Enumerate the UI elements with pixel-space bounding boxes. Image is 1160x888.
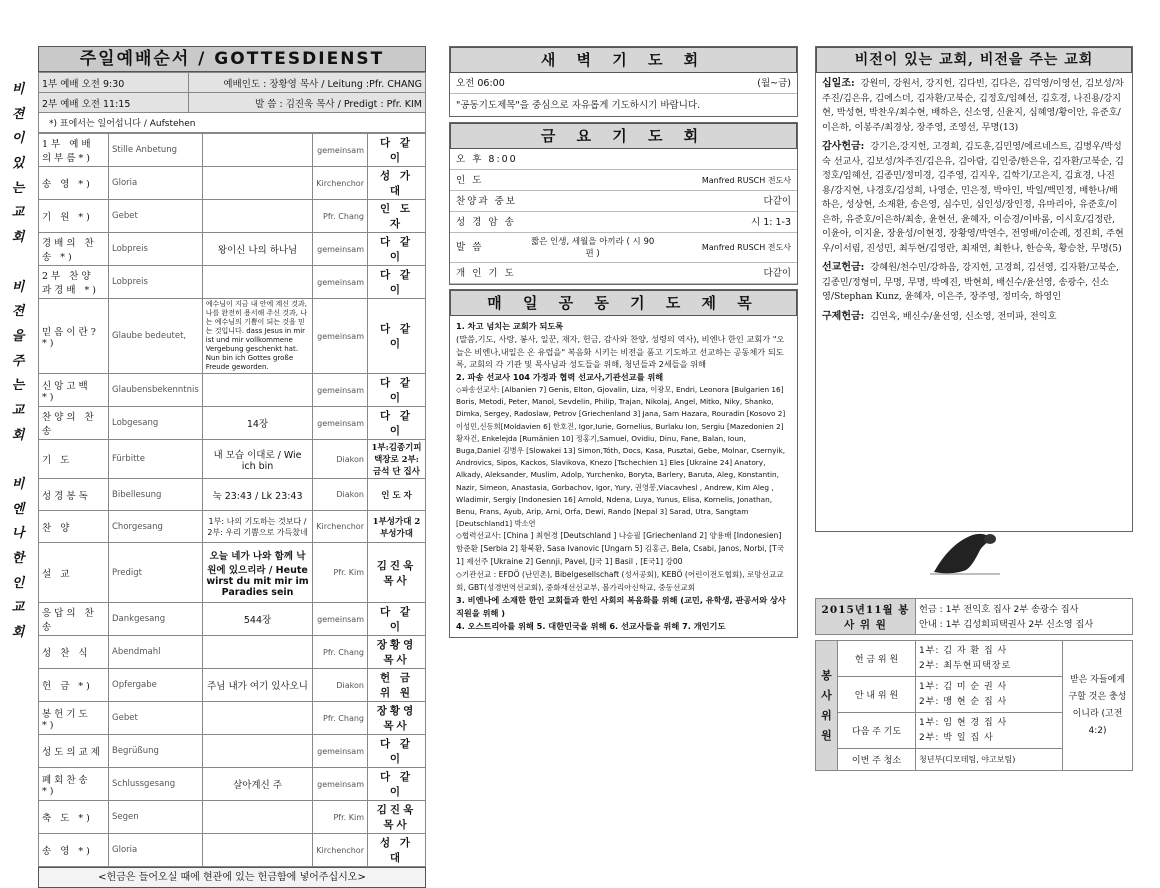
prayer-item: 2. 파송 선교사 104 가정과 협력 선교사,기관선교를 위해 <box>456 372 664 383</box>
motto-char: 을 <box>11 328 25 344</box>
offering-duty: 헌금 : 1부 전익호 집사 2부 송광수 집사 <box>919 603 1079 615</box>
motto-char: 있 <box>11 156 25 172</box>
service-item-name: 폐회찬송*) <box>39 768 109 801</box>
service-item-content <box>202 702 313 735</box>
service-item-content: 14장 <box>202 407 313 440</box>
service-item-content: 1부: 나의 기도하는 것보다 / 2부: 우리 기쁨으로 가득찼네 <box>202 511 313 543</box>
dawn-prayer-title: 새 벽 기 도 회 <box>450 47 797 73</box>
motto-char: 나 <box>11 526 25 542</box>
service-item-role: Kirchenchor <box>313 167 368 200</box>
prayer-item: (말씀,기도, 사랑, 봉사, 일꾼, 재자, 헌금, 감사와 찬양, 성령의 역사), 비엔나 한인 교회가 "오늘은 비엔나,내일은 온 유럽을" 복음화 시키는 비전을 품고 기도하고 선교하는 공동체가 되도록, 교회의 각 기관 및 목사님과 성도들을 위해, 청년들과 2세들을 위해 <box>456 333 785 370</box>
service-item-role: gemeinsam <box>313 266 368 299</box>
prayer-item: 4. 오스트리아를 위해 5. 대한민국을 위해 6. 선교사들을 위해 7. 개인기도 <box>456 621 726 631</box>
service-item-content: 예수님이 지금 내 안에 계신 것과, 나를 완전히 용서해 주신 것과, 나는 예수님의 기쁨이 되는 것을 믿는 것입니다. dass Jesus in mir ist und mir vollkommene Vergebung geschenkt hat. Nun bin ich Gottes große Freude geworden. <box>202 299 313 374</box>
service-row <box>39 834 426 867</box>
dawn-prayer-note: "공동기도제목"을 중심으로 자유롭게 기도하시기 바랍니다. <box>456 100 701 111</box>
worship-order-column <box>38 46 426 888</box>
prayer-item: ◇협력선교사: [China ] 최현경 [Deutschland ] 나승필 [Griechenland 2] 양용배 [Indonesien] 함준환 [Serbia 2] 황북환, Sasa Ivanovic [Ungarn 5] 김홍근, Bela, Csabi, Janos, Norbi, [T국1] 제선주 [Ukraine 2] Gennji, Pavel, [J국 1] Basil , [E국1] 강00 <box>456 531 785 567</box>
service-item-content: 살아계신 주 <box>202 768 313 801</box>
motto-char: 교 <box>11 402 25 418</box>
first-service-leader: 예배인도 : 장황영 목사 / Leitung :Pfr. CHANG <box>189 73 426 93</box>
offering-group-names: 강혜원/천수민/강하음, 강지헌, 고경희, 김선영, 김자환/고북순, 김종민/정형미, 무명, 무명, 박예진, 박현희, 배신수/윤선영, 송광수, 신소영/Stephan Kunz, 윤혜자, 이은주, 장주영, 정미숙, 하영인 <box>822 262 1119 302</box>
service-item-german: Abendmahl <box>109 636 203 669</box>
service-item-name: 성 찬 식 <box>39 636 109 669</box>
service-item-name: 찬양의 찬송 <box>39 407 109 440</box>
service-item-name: 1부 예배의부름*) <box>39 134 109 167</box>
service-item-person: 장황영목사 <box>368 636 426 669</box>
service-row <box>39 299 426 374</box>
service-item-person: 1부성가대 2부성가대 <box>368 511 426 543</box>
service-row <box>39 134 426 167</box>
worship-order-table <box>38 133 426 867</box>
service-item-role: Diakon <box>313 669 368 702</box>
service-item-content <box>202 374 313 407</box>
service-item-person: 김진욱목사 <box>368 801 426 834</box>
motto-char: 교 <box>11 205 25 221</box>
service-row <box>39 543 426 603</box>
guide-duty: 안내 : 1부 김성희피택권사 2부 신소영 집사 <box>919 618 1094 630</box>
friday-row-value: Manfred RUSCH 전도사 <box>701 176 791 185</box>
service-item-german: Begrüßung <box>109 735 203 768</box>
service-item-german: Glaubensbekenntnis <box>109 374 203 407</box>
volunteer-first: 1부: 김 미 순 권 사 <box>919 681 1008 692</box>
friday-row-value: 다같이 <box>763 268 791 279</box>
offering-group-label: 구제헌금: <box>822 310 865 322</box>
service-item-role: Diakon <box>313 479 368 511</box>
service-item-role: gemeinsam <box>313 735 368 768</box>
service-row <box>39 374 426 407</box>
volunteer-role: 헌 금 위 원 <box>838 641 916 677</box>
service-item-role: gemeinsam <box>313 233 368 266</box>
motto-char: 비 <box>11 279 25 295</box>
friday-prayer-box <box>449 122 798 285</box>
service-item-german: Lobpreis <box>109 233 203 266</box>
service-item-content <box>202 801 313 834</box>
service-item-name: 성경봉독 <box>39 479 109 511</box>
service-item-person: 헌 금 위 원 <box>368 669 426 702</box>
dawn-prayer-time: 오전 06:00 <box>456 78 505 89</box>
service-item-person: 다 같 이 <box>368 134 426 167</box>
friday-row <box>450 149 797 170</box>
offering-group <box>822 310 1126 325</box>
service-item-german: Fürbitte <box>109 440 203 479</box>
service-item-role: Pfr. Chang <box>313 200 368 233</box>
friday-row <box>450 233 797 263</box>
motto-char <box>4 251 32 276</box>
friday-row-value: 다같이 <box>763 196 791 207</box>
service-row <box>39 200 426 233</box>
offering-group <box>822 77 1126 135</box>
service-item-name: 송 영 *) <box>39 167 109 200</box>
service-item-name: 성도의교제 <box>39 735 109 768</box>
service-item-person: 다 같 이 <box>368 299 426 374</box>
service-item-person: 성 가 대 <box>368 834 426 867</box>
volunteers-table <box>815 640 1133 771</box>
volunteer-first: 청년부(디모데팀, 야고보팀) <box>919 755 1016 764</box>
service-row <box>39 479 426 511</box>
motto-char: 는 <box>11 378 25 394</box>
service-item-person: 1부:김종기피택장로 2부:금석 단 집사 <box>368 440 426 479</box>
motto-char: 엔 <box>11 501 25 517</box>
offering-group-names: 김연옥, 배신수/윤선영, 신소영, 전미파, 전익호 <box>870 310 1057 322</box>
service-item-name: 축 도 *) <box>39 801 109 834</box>
motto-char: 비 <box>11 477 25 492</box>
service-item-person: 다 같 이 <box>368 266 426 299</box>
service-item-person: 김진욱목사 <box>368 543 426 603</box>
service-item-person: 다 같 이 <box>368 374 426 407</box>
service-item-name: 응답의 찬송 <box>39 603 109 636</box>
service-row <box>39 735 426 768</box>
offering-group-names: 강원미, 강원서, 강지헌, 김다빈, 김다은, 김덕영/이영선, 김보성/차주진/김은유, 김에스더, 김자환/고북순, 김정호/임혜선, 김호경, 나진용/강지현, 박성현, 박찬우/최수현, 배하은, 신소영, 신윤지, 심혜영/황이안, 유준호/이은하, 이봉주/최경상, 장주영, 조영선, 무명(13) <box>822 78 1124 133</box>
motto-char: 회 <box>11 230 25 246</box>
volunteer-second: 2부: 맹 현 순 집 사 <box>919 696 1008 707</box>
motto-char: 회 <box>11 427 25 443</box>
daily-prayer-box <box>449 289 798 638</box>
service-item-role: gemeinsam <box>313 603 368 636</box>
service-item-role: gemeinsam <box>313 374 368 407</box>
service-item-person: 다 같 이 <box>368 768 426 801</box>
service-item-german: Gebet <box>109 702 203 735</box>
prayer-item: ◇파송선교사: [Albanien 7] Genis, Elton, Gjovalin, Liza, 이광모, Endri, Leonora [Bulgarien 16] Boris, Metodi, Peter, Manol, Sevdelin, Philip, Trajan, Nikolaj, Angel, Mitko, Niky, Shanko, Dimka, Sergey, Radoslaw, Petrov [Griechenland 3] Jana, Sam Hazara, Rouradin [Kosovo 2] 이성민,신동희[Moldavien 6] 한호진, Igor,Iurie, Gornelius, Burlaku Ion, Sergiu [Mazedonien 2] 황자건, Enkelejda [Rumänien 10] 정홍기,Samuel, Ovidiu, Dinu, Fane, Balan, Ioun, Buga,Daniel 김병우 [Slowakei 13] Simon,Tóth, Docs, Kasa, Pusztai, Gebe, Molnar, Csernyik, Androvics, Sipos, Kackos, Slavikova, Knezo [Tschechien 1] Eles [Ukraine 24] Anatory, Alkady, Aleksander, Muslim, Adolp, Yurchenko, Boryta, Barlery, Baruta, Aleg, Konstantin, Nazir, Simeon, Anastasia, Gorbachov, Igor, Yury, 권영봉,Viacavhesl , Andrew, Kim Aleg , Wladimir, Sergiy [Indonesien 16] Arnold, Ndena, Luya, Yunus, Elisa, Kornelis, Jonathan, Benu, Frans, Ayub, Arip, Arni, Orfa, Dewi, Rando [Nepal 3] Sarad, Utra, Sangtam [Deutschland1] 박소연 <box>456 384 786 529</box>
service-item-role: Pfr. Chang <box>313 702 368 735</box>
service-row <box>39 440 426 479</box>
prayer-item: 3. 비엔나에 소재한 한인 교회들과 한인 사회의 복음화를 위해 (교민, 유학생, 관공서와 상사 직원을 위해 ) <box>456 595 786 619</box>
service-item-german: Lobpreis <box>109 266 203 299</box>
service-item-name: 헌 금 *) <box>39 669 109 702</box>
motto-char: 인 <box>11 575 25 591</box>
service-item-person: 다 같 이 <box>368 603 426 636</box>
motto-char: 젼 <box>11 106 25 122</box>
service-row <box>39 801 426 834</box>
friday-row-value: Manfred RUSCH 전도사 <box>701 243 791 252</box>
offering-group-label: 십일조: <box>822 78 855 89</box>
service-item-role: Pfr. Kim <box>313 801 368 834</box>
volunteer-role: 안 내 위 원 <box>838 677 916 713</box>
friday-row-label: 발 씀 <box>456 242 484 253</box>
volunteer-first: 1부: 임 현 경 집 사 <box>919 717 1008 728</box>
service-item-german: Chorgesang <box>109 511 203 543</box>
offering-footnote: <헌금은 들어오실 때에 현관에 있는 헌금함에 넣어주십시오> <box>38 867 426 888</box>
service-row <box>39 266 426 299</box>
service-item-name: 찬 양 <box>39 511 109 543</box>
friday-row <box>450 191 797 212</box>
motto-char: 회 <box>11 625 25 641</box>
service-item-content: 주님 내가 여기 있사오니 <box>202 669 313 702</box>
second-service-preacher: 발 씀 : 김진욱 목사 / Predigt : Pfr. KIM <box>189 93 426 113</box>
service-item-name: 기 원 *) <box>39 200 109 233</box>
stand-note: *) 표에서는 일어섭니다 / Aufstehen <box>39 113 426 133</box>
dawn-prayer-days: (월~금) <box>757 78 791 89</box>
service-item-content <box>202 266 313 299</box>
service-item-content: 544장 <box>202 603 313 636</box>
service-item-german: Gloria <box>109 167 203 200</box>
volunteer-role: 다음 주 기도 <box>838 713 916 749</box>
service-item-german: Lobgesang <box>109 407 203 440</box>
service-item-content <box>202 167 313 200</box>
service-row <box>39 511 426 543</box>
motto-char: 교 <box>11 600 25 616</box>
service-row <box>39 233 426 266</box>
service-item-german: Bibellesung <box>109 479 203 511</box>
motto-char: 젼 <box>11 304 25 320</box>
prayer-item: 1. 차고 넘치는 교회가 되도록 <box>456 321 564 331</box>
dawn-prayer-box <box>449 46 798 117</box>
motto-char: 이 <box>11 131 25 147</box>
service-item-german: Predigt <box>109 543 203 603</box>
worship-order-title: 주일예배순서 / GOTTESDIENST <box>38 46 426 72</box>
motto-char: 는 <box>11 180 25 196</box>
volunteers-title: 2015년11월 봉 사 위 원 <box>816 599 916 635</box>
worship-leader-table <box>38 72 426 133</box>
service-item-content <box>202 735 313 768</box>
volunteers-header-table <box>815 598 1133 635</box>
service-item-german: Glaube bedeutet, <box>109 299 203 374</box>
service-row <box>39 768 426 801</box>
prayer-item: ◇기관선교 : EFDÖ (난민촌), Bibelgesellschaft (성서공회), KEBÖ (어린이전도협회), 로망선교교회, GBT(성경번역선교회), 중화재선선교부, 볼가리아신학교, 중동선교회 <box>456 569 784 592</box>
motto-char <box>4 448 32 473</box>
offering-group-label: 선교헌금: <box>822 262 865 273</box>
service-item-person: 다 같 이 <box>368 407 426 440</box>
volunteers-verse: 받은 자들에게 구할 것은 충성이니라 (고전4:2) <box>1063 641 1133 771</box>
volunteer-row <box>816 641 1133 677</box>
first-service-time: 1부 예배 오전 9:30 <box>39 73 189 93</box>
kneeling-figure-image <box>930 528 1000 576</box>
friday-sermon-title: 짧은 인생, 세월을 아끼라 ( 시 90편 ) <box>530 237 655 259</box>
service-item-role: Kirchenchor <box>313 834 368 867</box>
service-item-role: gemeinsam <box>313 134 368 167</box>
motto-char: 주 <box>11 353 25 369</box>
volunteer-second: 2부: 박 일 집 사 <box>919 732 994 743</box>
service-item-person: 다 같 이 <box>368 735 426 768</box>
volunteer-role: 이번 주 청소 <box>838 749 916 771</box>
friday-row <box>450 263 797 284</box>
service-item-german: Dankgesang <box>109 603 203 636</box>
service-item-name: 기 도 <box>39 440 109 479</box>
vision-title: 비전이 있는 교회, 비전을 주는 교회 <box>816 47 1132 73</box>
service-item-person: 인 도 자 <box>368 479 426 511</box>
service-row <box>39 407 426 440</box>
service-row <box>39 636 426 669</box>
friday-row-label: 인 도 <box>456 175 484 186</box>
service-item-name: 경배의 찬송 *) <box>39 233 109 266</box>
service-item-name: 신앙고백*) <box>39 374 109 407</box>
service-item-name: 설 교 <box>39 543 109 603</box>
offering-group <box>822 261 1126 305</box>
vertical-motto <box>4 78 32 646</box>
service-item-name: 2부 찬양과경배 *) <box>39 266 109 299</box>
service-item-role: Kirchenchor <box>313 511 368 543</box>
friday-row <box>450 170 797 191</box>
offerings-column <box>815 46 1133 532</box>
friday-row-label: 찬양과 중보 <box>456 196 517 207</box>
daily-prayer-title: 매 일 공 동 기 도 제 목 <box>450 290 797 316</box>
volunteers-side-label: 봉사위원 <box>816 641 838 771</box>
motto-char: 한 <box>11 551 25 567</box>
volunteers-section <box>815 598 1133 771</box>
service-item-german: Schlussgesang <box>109 768 203 801</box>
prayer-meetings-column <box>449 46 798 638</box>
service-row <box>39 167 426 200</box>
friday-row-value: 시 1: 1-3 <box>751 217 791 228</box>
service-item-content <box>202 200 313 233</box>
service-item-content: 오늘 네가 나와 함께 낙원에 있으리라 / Heute wirst du mit mir im Paradies sein <box>202 543 313 603</box>
friday-row <box>450 212 797 233</box>
offering-group <box>822 140 1126 256</box>
service-item-role: Diakon <box>313 440 368 479</box>
friday-row-label: 오 후 8:00 <box>456 154 518 165</box>
offering-group-names: 강기은,강지헌, 고경희, 김도훈,김민영/에르네스트, 김병우/박성숙 선교사, 김보성/차주진/김은유, 김아람, 김인중/한은유, 김자환/고북순, 김정호/임혜선, 김종민/정미경, 김주영, 김지우, 김학기/고은지, 김효경, 나진용/강지현, 나경호/김성희, 나영순, 민은정, 박아인, 박일/백민정, 배한나/배하은, 성상현, 소재환, 송은영, 심수민, 심인성/장인정, 유마리아, 유준호/이은하, 유준호/이은하/최송, 윤현선, 윤혜자, 이승경/이바롬, 이시호/김정란, 이윤아, 이지윤, 장윤성/이현정, 장황영/박연수, 전영배/이순례, 정진희, 주현우/이서림, 진성민, 최두현/김영란, 최재연, 최한나, 한승욱, 황승찬, 무명(5) <box>822 141 1124 254</box>
friday-prayer-title: 금 요 기 도 회 <box>450 123 797 149</box>
service-item-role: gemeinsam <box>313 768 368 801</box>
service-item-german: Opfergabe <box>109 669 203 702</box>
service-item-content: 눅 23:43 / Lk 23:43 <box>202 479 313 511</box>
volunteer-first: 1부: 김 자 환 집 사 <box>919 645 1008 656</box>
service-item-content <box>202 636 313 669</box>
offering-group-label: 감사헌금: <box>822 141 865 152</box>
service-item-person: 다 같 이 <box>368 233 426 266</box>
service-item-german: Gloria <box>109 834 203 867</box>
vision-box <box>815 46 1133 532</box>
motto-char: 비 <box>11 82 25 97</box>
service-item-name: 봉헌기도*) <box>39 702 109 735</box>
service-row <box>39 702 426 735</box>
service-item-person: 인 도 자 <box>368 200 426 233</box>
service-item-name: 믿음이란?*) <box>39 299 109 374</box>
service-item-person: 성 가 대 <box>368 167 426 200</box>
service-item-content <box>202 134 313 167</box>
service-item-role: gemeinsam <box>313 407 368 440</box>
friday-row-label: 성 경 암 송 <box>456 217 516 228</box>
service-item-content <box>202 834 313 867</box>
service-item-content: 내 모습 이대로 / Wie ich bin <box>202 440 313 479</box>
service-item-german: Stille Anbetung <box>109 134 203 167</box>
service-item-role: Pfr. Kim <box>313 543 368 603</box>
service-item-content: 왕이신 나의 하나님 <box>202 233 313 266</box>
service-item-name: 송 영 *) <box>39 834 109 867</box>
friday-row-label: 개 인 기 도 <box>456 268 516 279</box>
second-service-time: 2부 예배 오전 11:15 <box>39 93 189 113</box>
service-item-role: Pfr. Chang <box>313 636 368 669</box>
service-item-german: Gebet <box>109 200 203 233</box>
service-item-role: gemeinsam <box>313 299 368 374</box>
service-row <box>39 669 426 702</box>
service-item-german: Segen <box>109 801 203 834</box>
volunteer-second: 2부: 최두현피택장로 <box>919 660 1012 671</box>
service-row <box>39 603 426 636</box>
service-item-person: 장황영목사 <box>368 702 426 735</box>
